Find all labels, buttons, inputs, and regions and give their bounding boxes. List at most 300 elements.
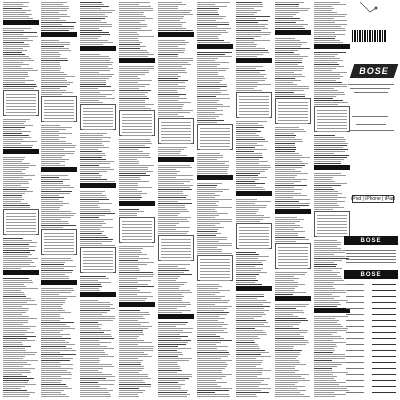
text-line <box>3 86 37 87</box>
text-line <box>41 131 59 132</box>
text-line <box>275 80 301 81</box>
text-line <box>119 332 143 333</box>
text-line <box>275 86 309 87</box>
text-line <box>236 215 264 216</box>
text-line <box>236 167 271 168</box>
text-line <box>275 241 296 242</box>
text-line <box>3 6 28 7</box>
text-line <box>158 372 177 373</box>
text-line <box>197 396 230 397</box>
text-line <box>41 394 66 395</box>
text-line <box>197 247 217 248</box>
text-line <box>197 326 222 327</box>
country-name <box>346 290 364 291</box>
text-line <box>158 209 187 210</box>
text-line <box>275 286 298 287</box>
text-line <box>119 167 148 168</box>
text-line <box>236 179 259 180</box>
text-line <box>3 258 38 259</box>
text-line <box>3 84 36 85</box>
text-line <box>314 163 341 164</box>
text-line <box>3 366 23 367</box>
text-line <box>314 147 343 148</box>
text-line <box>41 54 61 55</box>
country-name <box>346 368 364 369</box>
text-line <box>158 386 181 387</box>
text-line <box>275 28 305 29</box>
text-line <box>275 380 310 381</box>
text-line <box>80 223 106 224</box>
text-line <box>314 362 346 363</box>
text-line <box>3 356 25 357</box>
text-line <box>119 193 147 194</box>
text-line <box>3 28 31 29</box>
text-line <box>275 334 300 335</box>
text-line <box>158 112 190 113</box>
text-line <box>314 8 334 9</box>
text-line <box>158 88 185 89</box>
text-line <box>41 330 63 331</box>
text-line <box>197 153 220 154</box>
text-column <box>196 0 234 400</box>
text-line <box>80 153 105 154</box>
text-line <box>314 258 349 259</box>
text-line <box>80 239 113 240</box>
text-line <box>3 179 32 180</box>
text-line <box>41 328 75 329</box>
text-line <box>41 386 68 387</box>
text-line <box>80 78 109 79</box>
phone-number <box>372 296 396 297</box>
text-line <box>275 187 294 188</box>
text-line <box>3 302 27 303</box>
text-line <box>3 191 33 192</box>
text-line <box>158 356 178 357</box>
text-line <box>41 46 64 47</box>
section-heading-bar <box>3 149 39 154</box>
text-line <box>80 149 98 150</box>
text-line <box>41 92 73 93</box>
text-line <box>197 32 228 33</box>
text-line <box>119 376 148 377</box>
text-line <box>236 264 263 265</box>
text-line <box>3 338 27 339</box>
text-line <box>80 193 102 194</box>
text-line <box>275 58 303 59</box>
text-line <box>236 258 258 259</box>
text-line <box>41 10 67 11</box>
text-line <box>314 242 341 243</box>
text-line <box>236 6 263 7</box>
text-line <box>80 12 112 13</box>
text-line <box>41 40 59 41</box>
text-line <box>275 284 305 285</box>
text-line <box>41 155 65 156</box>
text-line <box>80 314 102 315</box>
text-line <box>275 38 295 39</box>
text-line <box>158 82 185 83</box>
text-line <box>3 193 25 194</box>
text-line <box>275 229 294 230</box>
text-line <box>236 300 266 301</box>
text-line <box>80 384 114 385</box>
text-line <box>80 350 104 351</box>
text-line <box>197 34 221 35</box>
text-line <box>314 298 334 299</box>
text-line <box>314 62 337 63</box>
text-line <box>236 125 263 126</box>
text-line <box>314 157 347 158</box>
text-line <box>119 96 147 97</box>
text-line <box>197 384 217 385</box>
text-line <box>236 135 259 136</box>
text-line <box>3 278 29 279</box>
section-heading-bar <box>236 191 272 196</box>
text-line <box>197 376 226 377</box>
text-line <box>197 90 227 91</box>
text-line <box>3 137 31 138</box>
text-line <box>197 203 216 204</box>
text-line <box>275 332 307 333</box>
text-line <box>119 199 140 200</box>
text-line <box>158 40 185 41</box>
section-heading-bar <box>119 58 155 63</box>
text-line <box>236 280 258 281</box>
text-line <box>275 374 309 375</box>
bose-header-bar-1: BOSE <box>344 236 398 245</box>
text-line <box>236 378 270 379</box>
text-line <box>236 189 265 190</box>
text-line <box>158 44 186 45</box>
text-line <box>3 328 30 329</box>
text-line <box>197 195 220 196</box>
text-line <box>314 40 340 41</box>
text-line <box>119 12 144 13</box>
text-line <box>3 352 37 353</box>
text-line <box>158 352 182 353</box>
text-line <box>119 358 138 359</box>
text-line <box>80 90 115 91</box>
text-line <box>275 26 303 27</box>
text-line <box>41 266 76 267</box>
text-line <box>275 127 299 128</box>
text-line <box>80 243 102 244</box>
text-line <box>197 18 223 19</box>
text-line <box>80 2 102 3</box>
text-line <box>236 139 265 140</box>
text-line <box>236 382 261 383</box>
text-line <box>275 84 297 85</box>
text-line <box>41 195 59 196</box>
text-line <box>80 328 101 329</box>
text-line <box>41 187 74 188</box>
text-line <box>236 149 267 150</box>
text-line <box>356 124 386 125</box>
text-line <box>236 270 261 271</box>
text-line <box>275 278 299 279</box>
bose-header-bar-2: BOSE <box>344 270 398 279</box>
text-line <box>314 348 334 349</box>
text-line <box>314 193 342 194</box>
text-line <box>3 50 27 51</box>
text-line <box>119 209 139 210</box>
text-line <box>3 82 25 83</box>
text-line <box>80 98 115 99</box>
text-line <box>314 137 344 138</box>
text-line <box>3 348 25 349</box>
text-line <box>275 370 299 371</box>
text-line <box>236 36 261 37</box>
text-line <box>3 358 23 359</box>
text-line <box>3 78 25 79</box>
text-line <box>236 380 264 381</box>
text-line <box>80 241 112 242</box>
text-line <box>119 356 152 357</box>
text-line <box>3 54 25 55</box>
text-line <box>119 191 142 192</box>
text-line <box>197 346 228 347</box>
text-line <box>275 46 301 47</box>
text-line <box>158 221 189 222</box>
text-line <box>80 42 113 43</box>
text-line <box>236 72 260 73</box>
text-line <box>3 32 37 33</box>
section-heading-bar <box>158 32 194 37</box>
text-line <box>314 350 335 351</box>
text-line <box>314 320 339 321</box>
text-line <box>197 213 228 214</box>
text-line <box>158 151 181 152</box>
text-line <box>119 314 150 315</box>
text-line <box>236 169 268 170</box>
text-line <box>236 161 268 162</box>
text-line <box>158 2 182 3</box>
text-line <box>236 314 266 315</box>
text-line <box>314 296 340 297</box>
text-line <box>275 40 300 41</box>
text-line <box>314 189 334 190</box>
text-line <box>119 378 151 379</box>
text-line <box>158 300 182 301</box>
text-line <box>119 139 150 140</box>
text-line <box>158 169 176 170</box>
text-line <box>236 74 266 75</box>
text-line <box>158 276 180 277</box>
spec-table <box>80 247 116 273</box>
text-line <box>3 354 35 355</box>
text-line <box>314 394 346 395</box>
text-line <box>41 94 62 95</box>
text-line <box>80 94 112 95</box>
text-line <box>236 14 254 15</box>
text-line <box>158 266 178 267</box>
text-line <box>275 382 298 383</box>
text-line <box>41 26 74 27</box>
text-line <box>275 396 310 397</box>
text-line <box>275 274 305 275</box>
text-line <box>119 40 139 41</box>
text-line <box>3 298 31 299</box>
text-line <box>314 328 348 329</box>
text-line <box>314 72 347 73</box>
text-line <box>275 16 293 17</box>
text-column <box>79 0 117 400</box>
text-line <box>158 364 178 365</box>
text-line <box>3 52 22 53</box>
text-line <box>158 28 186 29</box>
text-line <box>197 286 222 287</box>
text-line <box>3 64 29 65</box>
text-line <box>275 159 300 160</box>
text-line <box>158 50 185 51</box>
text-line <box>3 382 28 383</box>
text-line <box>3 264 30 265</box>
text-line <box>3 169 26 170</box>
text-line <box>314 392 334 393</box>
text-line <box>275 350 302 351</box>
text-line <box>41 308 63 309</box>
text-line <box>158 104 184 105</box>
text-line <box>158 191 183 192</box>
text-line <box>119 28 141 29</box>
text-line <box>158 330 183 331</box>
text-line <box>41 163 60 164</box>
text-line <box>158 384 185 385</box>
text-line <box>236 30 261 31</box>
text-line <box>314 74 340 75</box>
text-line <box>158 116 184 117</box>
text-line <box>3 195 22 196</box>
text-line <box>80 280 98 281</box>
text-line <box>314 384 339 385</box>
text-line <box>80 352 105 353</box>
text-line <box>119 266 138 267</box>
text-line <box>158 324 186 325</box>
text-line <box>275 72 294 73</box>
text-line <box>314 382 346 383</box>
text-line <box>275 129 304 130</box>
text-line <box>3 129 21 130</box>
text-line <box>119 179 141 180</box>
text-line <box>197 76 224 77</box>
text-line <box>275 368 295 369</box>
text-line <box>314 380 336 381</box>
text-line <box>275 82 293 83</box>
text-line <box>346 262 396 263</box>
section-heading-bar <box>275 296 311 301</box>
text-line <box>275 272 307 273</box>
text-line <box>158 96 179 97</box>
text-line <box>80 348 114 349</box>
text-line <box>158 100 178 101</box>
text-line <box>197 42 230 43</box>
text-line <box>275 161 302 162</box>
text-line <box>80 30 102 31</box>
text-line <box>3 38 28 39</box>
text-line <box>119 324 141 325</box>
text-line <box>158 197 186 198</box>
text-line <box>158 76 181 77</box>
text-line <box>119 370 142 371</box>
text-line <box>41 368 73 369</box>
phone-number <box>372 314 396 315</box>
text-line <box>158 362 177 363</box>
text-line <box>236 127 264 128</box>
text-line <box>119 38 138 39</box>
text-line <box>158 264 190 265</box>
text-line <box>41 86 67 87</box>
text-line <box>80 394 111 395</box>
text-line <box>3 203 28 204</box>
text-line <box>41 66 61 67</box>
text-line <box>275 235 298 236</box>
text-line <box>3 127 25 128</box>
section-heading-bar <box>41 280 77 285</box>
text-line <box>197 104 223 105</box>
text-line <box>314 34 345 35</box>
text-line <box>80 163 110 164</box>
spec-table <box>236 223 272 249</box>
text-line <box>80 205 98 206</box>
text-line <box>3 157 25 158</box>
text-line <box>158 149 184 150</box>
text-line <box>275 68 304 69</box>
text-line <box>197 233 221 234</box>
text-line <box>236 171 265 172</box>
text-line <box>3 201 21 202</box>
text-line <box>314 16 345 17</box>
text-line <box>158 322 188 323</box>
text-line <box>314 358 345 359</box>
text-line <box>158 171 180 172</box>
text-line <box>41 183 63 184</box>
text-line <box>80 225 102 226</box>
text-line <box>119 334 144 335</box>
text-line <box>80 151 102 152</box>
text-line <box>80 368 103 369</box>
text-line <box>119 280 151 281</box>
text-line <box>197 159 217 160</box>
text-line <box>41 223 69 224</box>
text-line <box>158 26 182 27</box>
text-line <box>41 125 60 126</box>
text-line <box>275 96 305 97</box>
text-line <box>3 260 32 261</box>
text-line <box>80 58 111 59</box>
text-line <box>80 54 100 55</box>
text-line <box>158 16 184 17</box>
text-line <box>275 225 300 226</box>
text-line <box>41 260 73 261</box>
text-line <box>275 356 298 357</box>
text-line <box>197 96 216 97</box>
text-line <box>119 282 138 283</box>
text-line <box>41 151 75 152</box>
text-line <box>314 260 342 261</box>
text-line <box>119 346 154 347</box>
text-line <box>80 282 111 283</box>
text-line <box>275 360 299 361</box>
text-line <box>119 74 145 75</box>
text-line <box>236 34 270 35</box>
text-line <box>41 352 60 353</box>
text-line <box>275 219 304 220</box>
text-line <box>314 4 346 5</box>
text-line <box>236 185 256 186</box>
text-line <box>41 82 73 83</box>
text-line <box>80 137 111 138</box>
country-name <box>346 344 364 345</box>
